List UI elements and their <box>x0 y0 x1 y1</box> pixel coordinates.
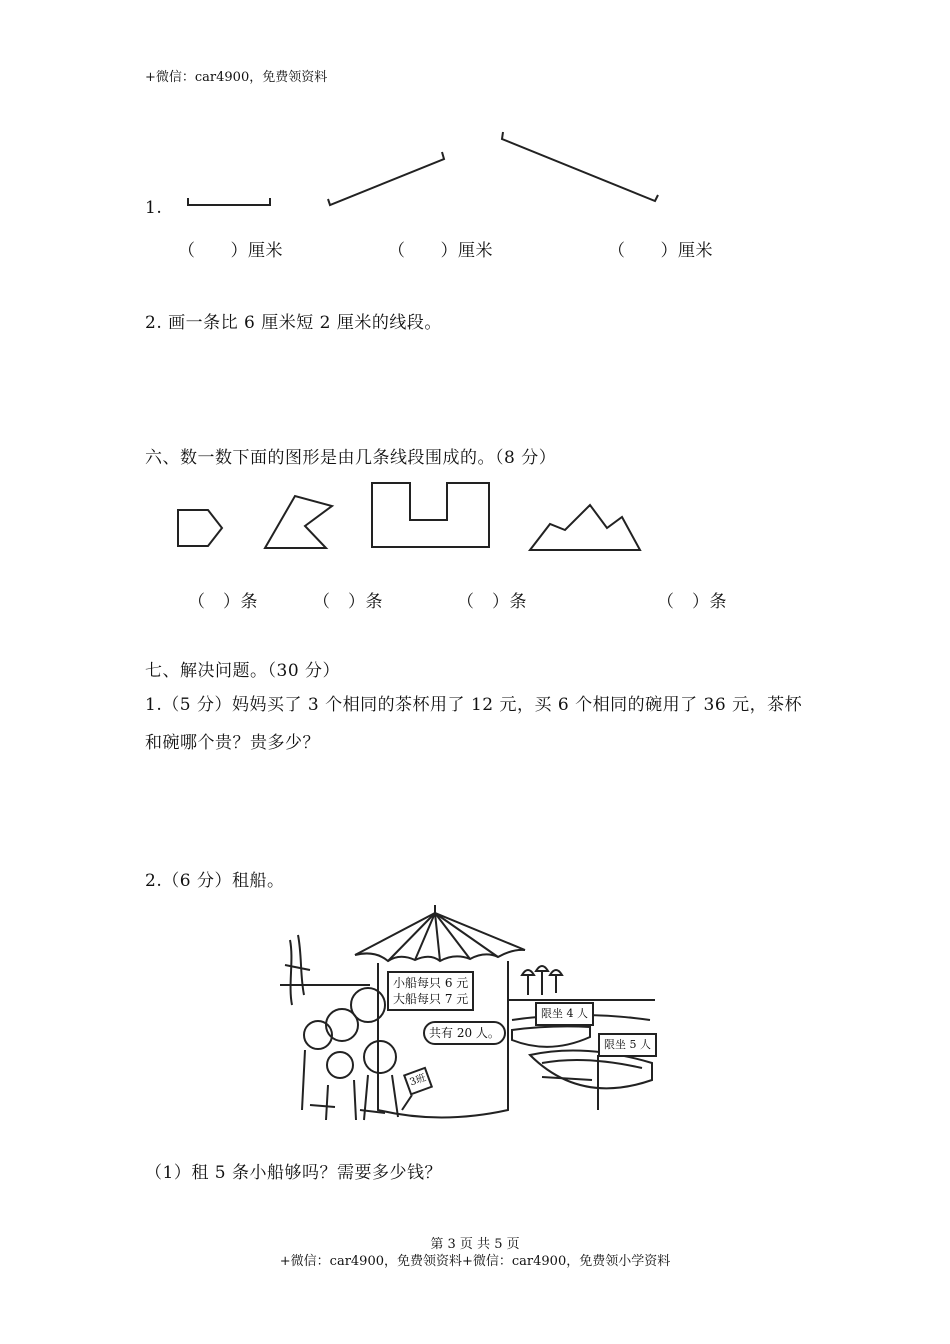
problem1-line1: 1.（5 分）妈妈买了 3 个相同的茶杯用了 12 元，买 6 个相同的碗用了 36 元，茶杯 <box>145 695 803 715</box>
problem2-subquestion1: （1）租 5 条小船够吗？需要多少钱？ <box>145 1163 442 1183</box>
people-count-bubble: 共有 20 人。 <box>423 1021 506 1045</box>
measure-question-number: 1. <box>145 198 163 218</box>
shape-quadrilateral <box>265 496 332 548</box>
problem1-line2: 和碗哪个贵？贵多少？ <box>145 733 320 753</box>
shape-mountain <box>530 505 640 550</box>
measure-blank-2: （ ）厘米 <box>388 241 493 261</box>
big-boat-price: 大船每只 7 元 <box>393 992 469 1006</box>
shape-count-4: （ ）条 <box>657 592 727 612</box>
small-boat-price: 小船每只 6 元 <box>393 976 469 990</box>
footer-watermark: +微信：car4900，免费领资料+微信：car4900，免费领小学资料 <box>279 1254 671 1269</box>
small-boat-limit-sign: 限坐 4 人 <box>535 1002 594 1026</box>
shape-pentagon <box>178 510 222 546</box>
draw-segment-question: 2. 画一条比 6 厘米短 2 厘米的线段。 <box>145 313 442 333</box>
class-sign: 3班 <box>403 1066 433 1095</box>
problem2-title: 2.（6 分）租船。 <box>145 871 285 891</box>
section6-title: 六、数一数下面的图形是由几条线段围成的。（8 分） <box>145 448 557 468</box>
page-number: 第 3 页 共 5 页 <box>430 1237 520 1252</box>
measure-blank-3: （ ）厘米 <box>608 241 713 261</box>
boat-rental-illustration <box>280 905 660 1130</box>
boat-price-sign <box>387 971 474 1011</box>
section7-title: 七、解决问题。（30 分） <box>145 661 341 681</box>
measure-blank-1: （ ）厘米 <box>178 241 283 261</box>
section6-shapes <box>0 0 950 600</box>
shape-count-3: （ ）条 <box>457 592 527 612</box>
big-boat-limit-sign: 限坐 5 人 <box>598 1033 657 1057</box>
shape-u-shape <box>372 483 489 547</box>
shape-count-2: （ ）条 <box>313 592 383 612</box>
header-watermark: +微信：car4900，免费领资料 <box>145 70 328 85</box>
shape-count-1: （ ）条 <box>188 592 258 612</box>
